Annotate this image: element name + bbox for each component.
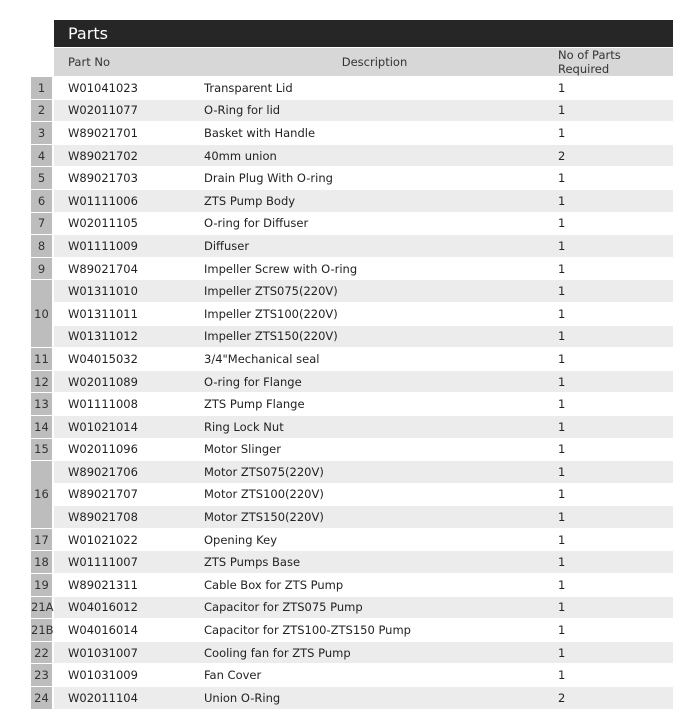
- table-row: [31, 325, 673, 348]
- part-number-cell: W04016014: [54, 618, 172, 641]
- description-cell: Capacitor for ZTS075 Pump: [172, 596, 537, 619]
- item-number: 3: [31, 121, 54, 144]
- part-number-cell: W89021702: [54, 144, 172, 167]
- part-number-cell: W01111006: [54, 189, 172, 212]
- quantity-cell: 2: [537, 686, 673, 709]
- part-number-cell: W01111008: [54, 392, 172, 415]
- quantity-cell: 1: [537, 618, 673, 641]
- description-cell: O-ring for Flange: [172, 370, 537, 393]
- part-number-cell: W01311011: [54, 302, 172, 325]
- quantity-cell: 1: [537, 573, 673, 596]
- header-part-no: Part No: [54, 47, 172, 76]
- quantity-cell: 1: [537, 212, 673, 235]
- item-number: 1: [31, 76, 54, 99]
- part-number-cell: W89021701: [54, 121, 172, 144]
- item-number: 9: [31, 257, 54, 280]
- description-cell: Fan Cover: [172, 663, 537, 686]
- table-row: [31, 144, 673, 167]
- description-cell: Cable Box for ZTS Pump: [172, 573, 537, 596]
- quantity-cell: 1: [537, 234, 673, 257]
- item-number: 15: [31, 438, 54, 461]
- table-row: [31, 121, 673, 144]
- table-row: [31, 641, 673, 664]
- item-number: 24: [31, 686, 54, 709]
- description-cell: Impeller ZTS100(220V): [172, 302, 537, 325]
- table-row: [31, 460, 673, 483]
- table-row: [31, 370, 673, 393]
- description-cell: Basket with Handle: [172, 121, 537, 144]
- part-number-cell: W01111007: [54, 550, 172, 573]
- quantity-cell: 1: [537, 257, 673, 280]
- header-qty: No of Parts Required: [537, 47, 673, 76]
- description-cell: 3/4"Mechanical seal: [172, 347, 537, 370]
- table-row: [31, 279, 673, 302]
- quantity-cell: 1: [537, 550, 673, 573]
- section-title: Parts: [54, 20, 673, 47]
- part-number-cell: W89021707: [54, 483, 172, 506]
- part-number-cell: W01111009: [54, 234, 172, 257]
- part-number-cell: W04015032: [54, 347, 172, 370]
- quantity-cell: 1: [537, 76, 673, 99]
- part-number-cell: W01041023: [54, 76, 172, 99]
- table-row: [31, 663, 673, 686]
- table-row: [31, 234, 673, 257]
- quantity-cell: 1: [537, 325, 673, 348]
- table-row: [31, 550, 673, 573]
- item-number: 18: [31, 550, 54, 573]
- table-row: [31, 483, 673, 506]
- part-number-cell: W02011096: [54, 438, 172, 461]
- part-number-cell: W89021311: [54, 573, 172, 596]
- quantity-cell: 1: [537, 641, 673, 664]
- quantity-cell: 1: [537, 460, 673, 483]
- item-number: 10: [31, 279, 54, 347]
- quantity-cell: 1: [537, 121, 673, 144]
- description-cell: Diffuser: [172, 234, 537, 257]
- table-row: [31, 686, 673, 709]
- item-number: 22: [31, 641, 54, 664]
- description-cell: ZTS Pump Flange: [172, 392, 537, 415]
- table-row: [31, 618, 673, 641]
- item-number: 21A: [31, 596, 54, 619]
- table-row: [31, 573, 673, 596]
- item-number: 12: [31, 370, 54, 393]
- table-row: [31, 392, 673, 415]
- part-number-cell: W01021022: [54, 528, 172, 551]
- part-number-cell: W89021703: [54, 166, 172, 189]
- part-number-cell: W01021014: [54, 415, 172, 438]
- description-cell: Motor ZTS100(220V): [172, 483, 537, 506]
- description-cell: Impeller Screw with O-ring: [172, 257, 537, 280]
- quantity-cell: 2: [537, 144, 673, 167]
- quantity-cell: 1: [537, 370, 673, 393]
- description-cell: Motor Slinger: [172, 438, 537, 461]
- description-cell: Impeller ZTS150(220V): [172, 325, 537, 348]
- description-cell: Motor ZTS075(220V): [172, 460, 537, 483]
- quantity-cell: 1: [537, 99, 673, 122]
- table-row: [31, 596, 673, 619]
- table-row: [31, 528, 673, 551]
- quantity-cell: 1: [537, 596, 673, 619]
- description-cell: Cooling fan for ZTS Pump: [172, 641, 537, 664]
- description-cell: Union O-Ring: [172, 686, 537, 709]
- part-number-cell: W89021706: [54, 460, 172, 483]
- table-row: [31, 415, 673, 438]
- quantity-cell: 1: [537, 279, 673, 302]
- description-cell: ZTS Pumps Base: [172, 550, 537, 573]
- item-number: 23: [31, 663, 54, 686]
- part-number-cell: W02011104: [54, 686, 172, 709]
- part-number-cell: W01311010: [54, 279, 172, 302]
- part-number-cell: W02011105: [54, 212, 172, 235]
- table-row: [31, 505, 673, 528]
- description-cell: Transparent Lid: [172, 76, 537, 99]
- description-cell: Impeller ZTS075(220V): [172, 279, 537, 302]
- item-number: 14: [31, 415, 54, 438]
- table-row: [31, 347, 673, 370]
- item-number: 16: [31, 460, 54, 528]
- item-number: 4: [31, 144, 54, 167]
- item-number: 7: [31, 212, 54, 235]
- quantity-cell: 1: [537, 505, 673, 528]
- description-cell: Ring Lock Nut: [172, 415, 537, 438]
- parts-section: [31, 20, 673, 709]
- part-number-cell: W02011089: [54, 370, 172, 393]
- item-number: 11: [31, 347, 54, 370]
- table-row: [31, 189, 673, 212]
- table-row: [31, 76, 673, 99]
- item-number: 6: [31, 189, 54, 212]
- description-cell: Motor ZTS150(220V): [172, 505, 537, 528]
- table-row: [31, 302, 673, 325]
- parts-table: [31, 47, 673, 709]
- table-row: [31, 257, 673, 280]
- part-number-cell: W89021708: [54, 505, 172, 528]
- header-description: Description: [172, 47, 537, 76]
- part-number-cell: W04016012: [54, 596, 172, 619]
- item-number: 5: [31, 166, 54, 189]
- part-number-cell: W89021704: [54, 257, 172, 280]
- description-cell: 40mm union: [172, 144, 537, 167]
- description-cell: ZTS Pump Body: [172, 189, 537, 212]
- description-cell: Opening Key: [172, 528, 537, 551]
- quantity-cell: 1: [537, 415, 673, 438]
- item-number: 13: [31, 392, 54, 415]
- description-cell: Drain Plug With O-ring: [172, 166, 537, 189]
- table-row: [31, 166, 673, 189]
- quantity-cell: 1: [537, 347, 673, 370]
- description-cell: O-Ring for lid: [172, 99, 537, 122]
- item-number: 17: [31, 528, 54, 551]
- quantity-cell: 1: [537, 392, 673, 415]
- quantity-cell: 1: [537, 483, 673, 506]
- quantity-cell: 1: [537, 528, 673, 551]
- header-item-no: [31, 47, 54, 76]
- item-number: 8: [31, 234, 54, 257]
- quantity-cell: 1: [537, 302, 673, 325]
- part-number-cell: W01031007: [54, 641, 172, 664]
- item-number: 19: [31, 573, 54, 596]
- table-row: [31, 99, 673, 122]
- part-number-cell: W01031009: [54, 663, 172, 686]
- description-cell: Capacitor for ZTS100-ZTS150 Pump: [172, 618, 537, 641]
- item-number: 21B: [31, 618, 54, 641]
- quantity-cell: 1: [537, 189, 673, 212]
- table-row: [31, 212, 673, 235]
- quantity-cell: 1: [537, 438, 673, 461]
- item-number: 2: [31, 99, 54, 122]
- table-header-row: [31, 47, 673, 76]
- description-cell: O-ring for Diffuser: [172, 212, 537, 235]
- quantity-cell: 1: [537, 166, 673, 189]
- quantity-cell: 1: [537, 663, 673, 686]
- part-number-cell: W02011077: [54, 99, 172, 122]
- table-row: [31, 438, 673, 461]
- part-number-cell: W01311012: [54, 325, 172, 348]
